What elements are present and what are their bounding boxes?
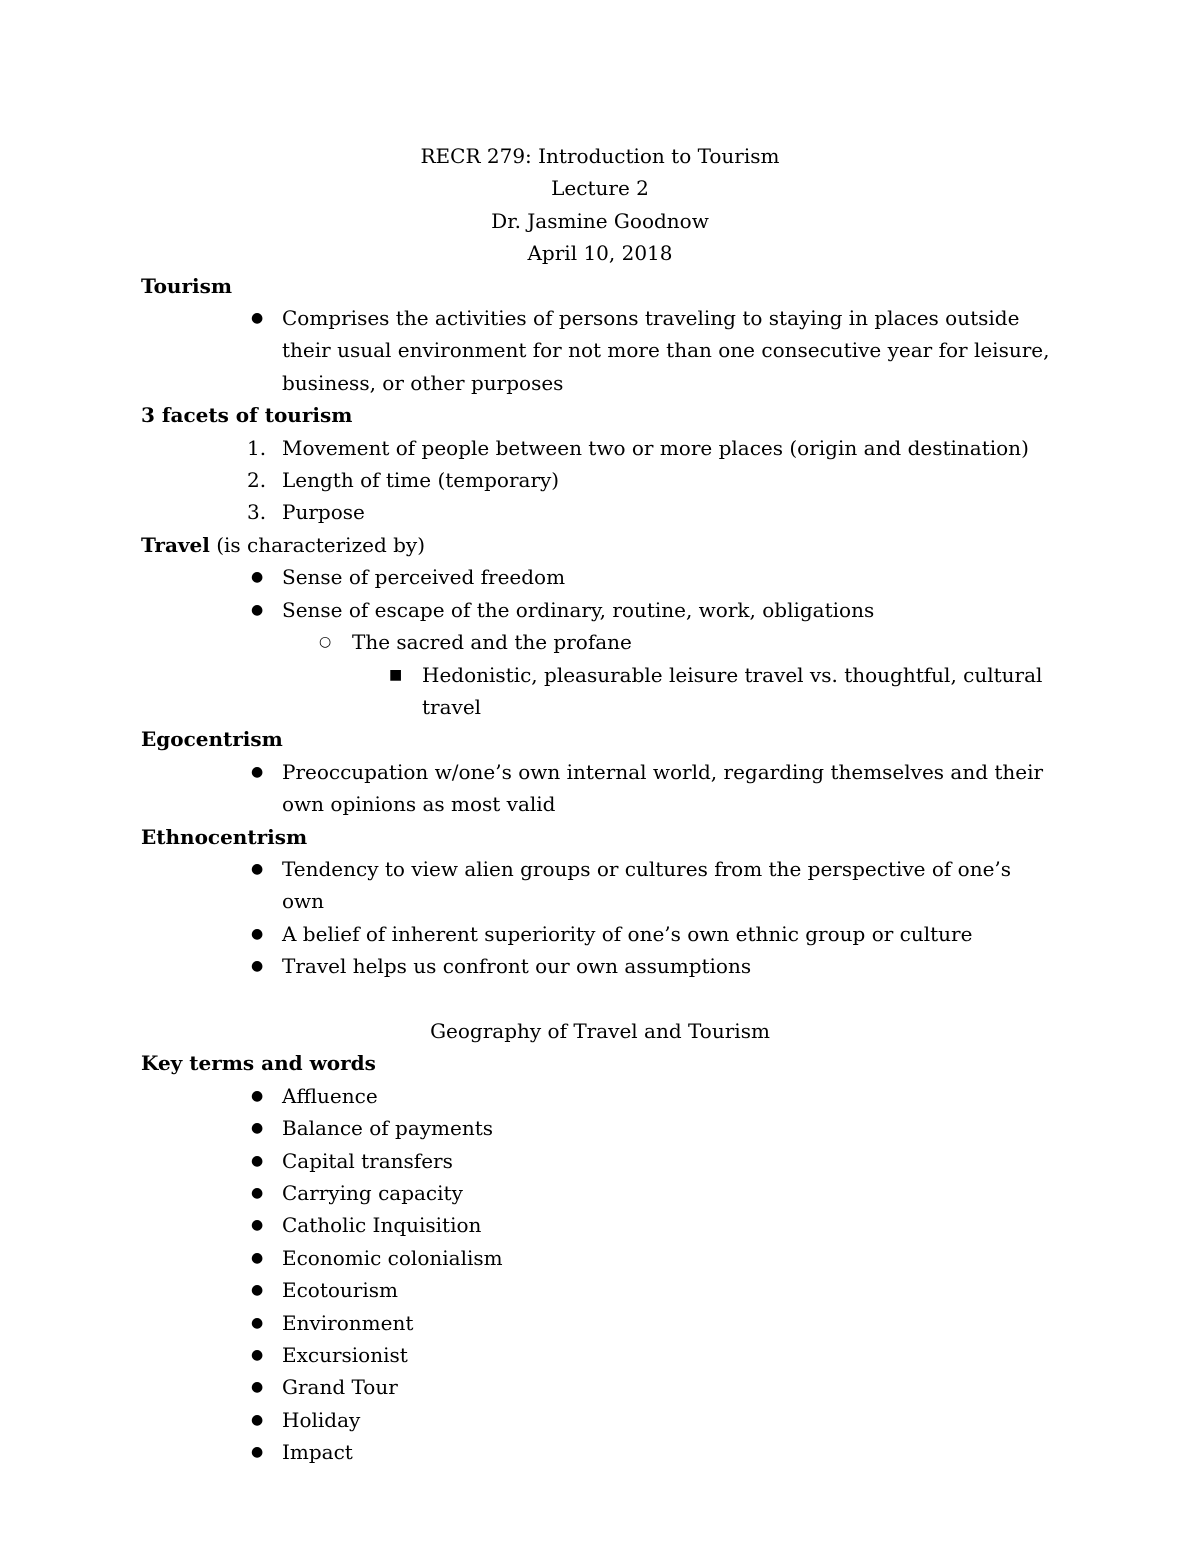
list-item-text: Sense of escape of the ordinary, routine, work, obligations xyxy=(282,597,875,622)
bullet-icon: ● xyxy=(251,1444,264,1461)
sub-list-item xyxy=(141,626,1059,658)
list-item-text: Tendency to view alien groups or cultures from the perspective of one’s own xyxy=(282,856,1012,914)
bullet-icon: ● xyxy=(251,310,264,327)
section-heading-travel xyxy=(141,529,1059,561)
key-term-text: Holiday xyxy=(282,1407,361,1432)
key-term-text: Affluence xyxy=(282,1083,378,1108)
list-item-text: Preoccupation w/one’s own internal world, regarding themselves and their own opinions as most valid xyxy=(282,759,1044,817)
key-term-text: Catholic Inquisition xyxy=(282,1213,482,1238)
key-term-text: Capital transfers xyxy=(282,1148,453,1173)
bullet-icon: ● xyxy=(251,601,264,618)
list-item xyxy=(141,950,1059,982)
egocentrism-list xyxy=(141,756,1059,821)
bullet-icon: ● xyxy=(251,1282,264,1299)
key-term-item xyxy=(141,1145,1059,1177)
list-item-text: Travel helps us confront our own assumptions xyxy=(282,954,752,979)
sub-sub-list-item xyxy=(141,659,1059,724)
bullet-icon: ● xyxy=(251,1379,264,1396)
list-item xyxy=(141,496,1059,528)
bullet-icon: ● xyxy=(251,1184,264,1201)
blank-line xyxy=(141,983,1059,1015)
list-item xyxy=(141,918,1059,950)
bullet-icon: ● xyxy=(251,860,264,877)
key-term-text: Environment xyxy=(282,1310,414,1335)
list-item xyxy=(141,561,1059,593)
key-term-text: Excursionist xyxy=(282,1343,408,1368)
ethnocentrism-list xyxy=(141,853,1059,983)
key-term-text: Balance of payments xyxy=(282,1116,494,1141)
section-heading-ethnocentrism: Ethnocentrism xyxy=(141,824,308,849)
travel-heading-suffix: (is characterized by) xyxy=(209,532,426,557)
key-term-item xyxy=(141,1080,1059,1112)
key-term-item xyxy=(141,1112,1059,1144)
key-term-item xyxy=(141,1436,1059,1468)
key-term-item xyxy=(141,1209,1059,1241)
key-term-item xyxy=(141,1274,1059,1306)
lecture-date: April 10, 2018 xyxy=(527,241,673,266)
list-item xyxy=(141,853,1059,918)
list-item xyxy=(141,432,1059,464)
bullet-icon: ● xyxy=(251,569,264,586)
list-item xyxy=(141,756,1059,821)
list-item-text: Movement of people between two or more places (origin and destination) xyxy=(282,435,1029,460)
key-term-item xyxy=(141,1371,1059,1403)
bullet-icon: ● xyxy=(251,1152,264,1169)
bullet-icon: ● xyxy=(251,1314,264,1331)
tourism-list xyxy=(141,302,1059,399)
list-item-text: A belief of inherent superiority of one’s own ethnic group or culture xyxy=(282,921,973,946)
list-item xyxy=(141,302,1059,399)
key-terms-list xyxy=(141,1080,1059,1469)
key-term-item xyxy=(141,1177,1059,1209)
geography-title: Geography of Travel and Tourism xyxy=(430,1018,770,1043)
key-term-text: Impact xyxy=(282,1440,353,1465)
key-term-text: Ecotourism xyxy=(282,1278,398,1303)
bullet-icon: ● xyxy=(251,1249,264,1266)
document-page xyxy=(141,140,1059,1469)
key-term-text: Carrying capacity xyxy=(282,1180,463,1205)
list-number: 1. xyxy=(247,435,267,460)
list-item-text: Comprises the activities of persons traveling to staying in places outside their usual environment for not more than one consecutive year for leisure, business, or other purposes xyxy=(282,306,1050,395)
key-term-item xyxy=(141,1307,1059,1339)
lecture-number: Lecture 2 xyxy=(551,176,649,201)
facets-list xyxy=(141,432,1059,529)
bullet-icon: ● xyxy=(251,1087,264,1104)
key-term-item xyxy=(141,1404,1059,1436)
bullet-icon: ● xyxy=(251,1411,264,1428)
list-item-text: The sacred and the profane xyxy=(352,630,632,655)
travel-heading-bold: Travel xyxy=(141,532,210,557)
list-item-text: Sense of perceived freedom xyxy=(282,565,566,590)
key-term-item xyxy=(141,1242,1059,1274)
bullet-icon: ● xyxy=(251,763,264,780)
section-heading-tourism: Tourism xyxy=(141,273,233,298)
list-number: 3. xyxy=(247,500,267,525)
list-item xyxy=(141,464,1059,496)
list-item-text: Length of time (temporary) xyxy=(282,468,560,493)
course-title: RECR 279: Introduction to Tourism xyxy=(420,144,780,168)
bullet-icon: ● xyxy=(251,925,264,942)
section-heading-key-terms: Key terms and words xyxy=(141,1051,376,1076)
section-heading-egocentrism: Egocentrism xyxy=(141,727,283,752)
bullet-icon: ● xyxy=(251,958,264,975)
list-item-text: Hedonistic, pleasurable leisure travel vs. thoughtful, cultural travel xyxy=(422,662,1043,719)
travel-list xyxy=(141,561,1059,723)
key-term-text: Economic colonialism xyxy=(282,1245,503,1270)
circle-bullet-icon: ○ xyxy=(319,634,332,651)
bullet-icon: ● xyxy=(251,1217,264,1234)
instructor-name: Dr. Jasmine Goodnow xyxy=(491,208,709,233)
bullet-icon: ● xyxy=(251,1120,264,1137)
key-term-item xyxy=(141,1339,1059,1371)
list-item-text: Purpose xyxy=(282,500,365,525)
bullet-icon: ● xyxy=(251,1347,264,1364)
square-bullet-icon: ■ xyxy=(389,666,403,683)
section-heading-facets: 3 facets of tourism xyxy=(141,403,353,428)
list-number: 2. xyxy=(247,468,267,493)
list-item xyxy=(141,594,1059,626)
key-term-text: Grand Tour xyxy=(282,1375,398,1400)
